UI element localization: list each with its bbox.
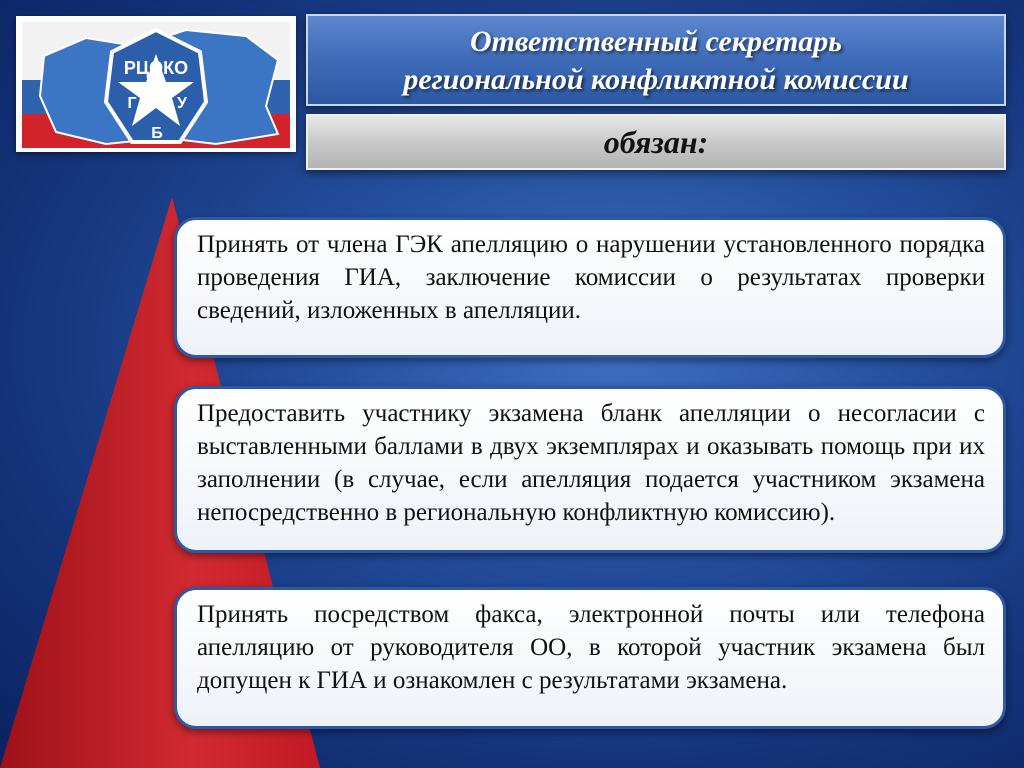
logo-letter-left: Г <box>127 95 137 112</box>
duty-card-1: Принять от члена ГЭК апелляцию о нарушении установленного порядка проведения ГИА, заключение комиссии о результатах проверки сведений, изложенных в апелляции. <box>174 217 1006 358</box>
logo-abbr: РЦОКО <box>123 58 189 78</box>
slide-subtitle: обязан: <box>306 114 1006 170</box>
rcoko-logo <box>16 16 296 152</box>
title-line-2: региональной конфликтной комиссии <box>403 63 909 96</box>
duty-card-2: Предоставить участнику экзамена бланк апелляции о несогласии с выставленными баллами в двух экземплярах и оказывать помощь при их заполнении (в случае, если апелляция подается участником экзамена непосредственно в региональную конфликтную комиссию). <box>174 386 1006 553</box>
duty-card-3: Принять посредством факса, электронной почты или телефона апелляцию от руководителя ОО, в которой участник экзамена был допущен к ГИА и ознакомлен с результатами экзамена. <box>174 587 1006 729</box>
slide-title <box>306 14 1006 106</box>
title-line-1: Ответственный секретарь <box>469 25 842 58</box>
logo-emblem-icon <box>16 16 296 152</box>
logo-letter-bottom: Б <box>151 125 163 142</box>
logo-letter-right: У <box>177 95 187 112</box>
